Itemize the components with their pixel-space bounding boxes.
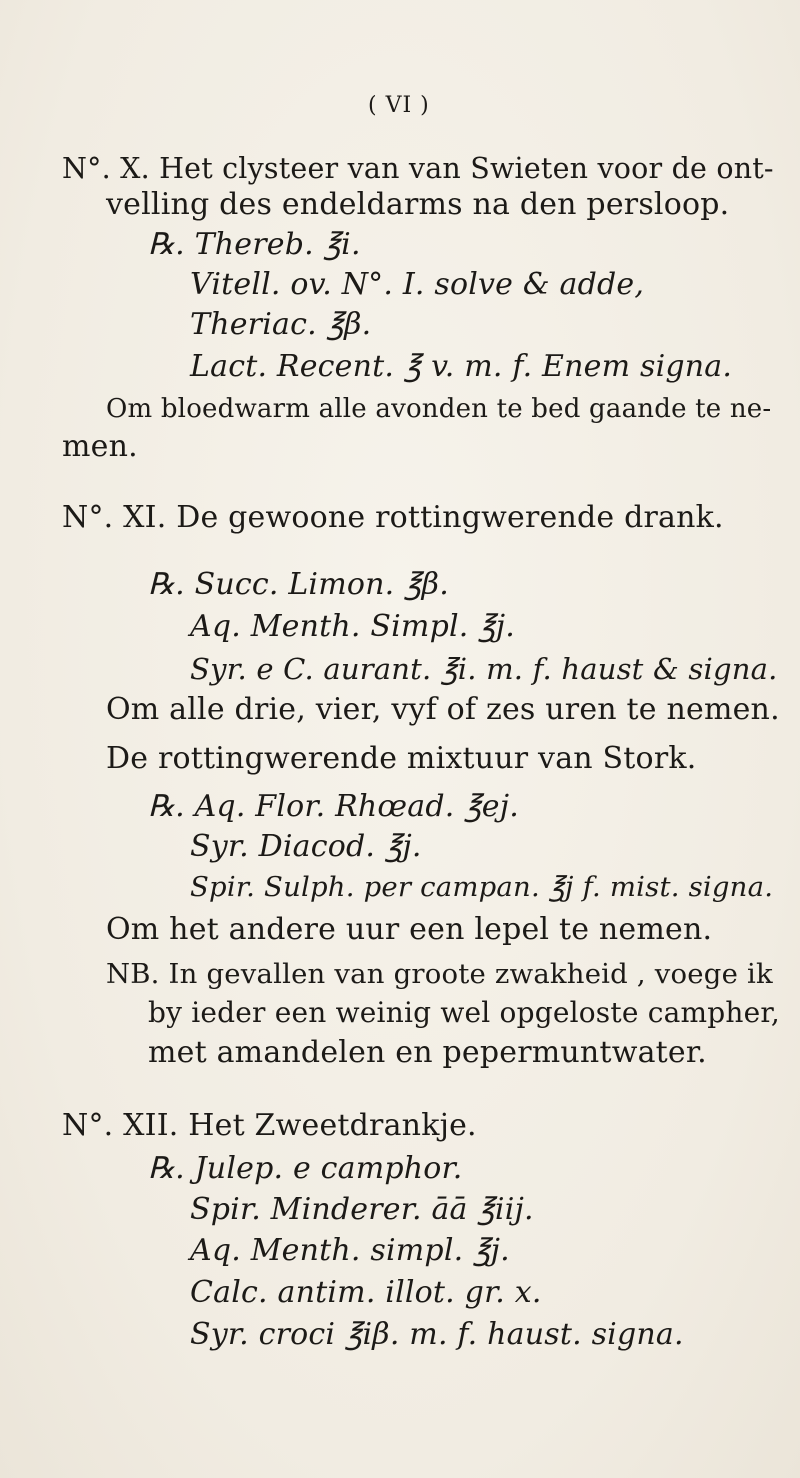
section-xii-rx-2: Spir. Minderer. āā ℥iij. — [190, 1192, 534, 1227]
section-xii-rx-3: Aq. Menth. simpl. ℥j. — [190, 1233, 510, 1268]
section-xi-rx-2: Aq. Menth. Simpl. ℥j. — [190, 609, 516, 644]
section-xi-sub-rx-1: ℞. Aq. Flor. Rhœad. ℥ej. — [148, 789, 519, 824]
section-xi-rx-1: ℞. Succ. Limon. ℥β. — [148, 567, 449, 602]
nb-line-1: NB. In gevallen van groote zwakheid , voege ik — [106, 958, 773, 990]
section-x-note-line-2: men. — [62, 429, 138, 464]
section-xi-sub-title: De rottingwerende mixtuur van Stork. — [106, 741, 697, 776]
nb-line-3: met amandelen en pepermuntwater. — [148, 1035, 707, 1070]
section-x-rx-1: ℞. Thereb. ℥i. — [148, 227, 361, 262]
section-x-title-line-1: N°. X. Het clysteer van van Swieten voor de ont- — [62, 152, 774, 185]
section-xi-note: Om alle drie, vier, vyf of zes uren te nemen. — [106, 692, 780, 727]
section-x-rx-3: Theriac. ℥β. — [190, 307, 372, 342]
section-xii-title: N°. XII. Het Zweetdrankje. — [62, 1108, 477, 1143]
section-x-rx-4: Lact. Recent. ℥ v. m. f. Enem signa. — [190, 349, 733, 384]
section-x-title-line-2: velling des endeldarms na den persloop. — [106, 187, 730, 222]
section-x-note-line-1: Om bloedwarm alle avonden te bed gaande te ne- — [106, 394, 772, 424]
section-xi-title: N°. XI. De gewoone rottingwerende drank. — [62, 500, 724, 535]
section-xi-sub-rx-3: Spir. Sulph. per campan. ℥j f. mist. signa. — [190, 871, 774, 903]
section-xii-rx-4: Calc. antim. illot. gr. x. — [190, 1275, 542, 1310]
nb-line-2: by ieder een weinig wel opgeloste campher, — [148, 996, 780, 1029]
section-xii-rx-1: ℞. Julep. e camphor. — [148, 1151, 463, 1186]
section-x-rx-2: Vitell. ov. N°. I. solve & adde, — [190, 267, 645, 302]
section-xi-sub-rx-2: Syr. Diacod. ℥j. — [190, 829, 422, 864]
section-xi-sub-note: Om het andere uur een lepel te nemen. — [106, 912, 713, 947]
page-number: ( VI ) — [368, 93, 430, 118]
section-xi-rx-3: Syr. e C. aurant. ℥i. m. f. haust & signa. — [190, 652, 778, 686]
section-xii-rx-5: Syr. croci ℥iβ. m. f. haust. signa. — [190, 1317, 684, 1352]
